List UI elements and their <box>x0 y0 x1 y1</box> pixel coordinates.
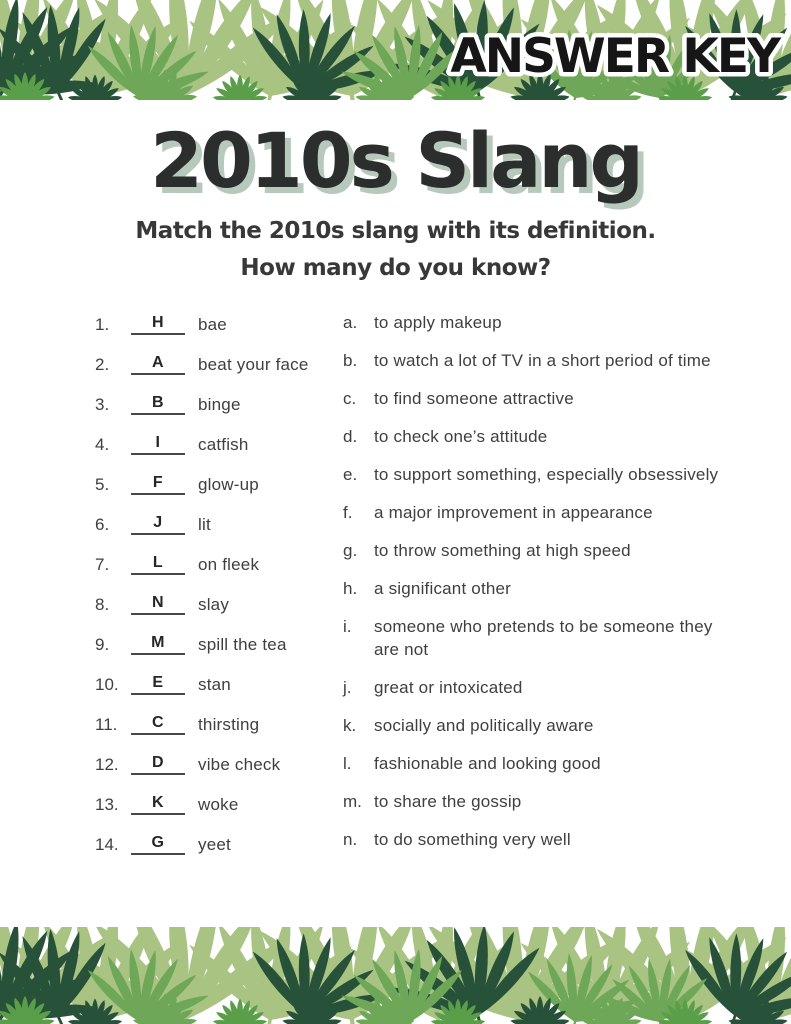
term-number: 9. <box>95 635 110 655</box>
answer-letter: B <box>151 394 165 412</box>
answer-blank <box>131 594 185 615</box>
term-label: beat your face <box>198 355 309 375</box>
term-number: 13. <box>95 795 119 815</box>
answer-blank <box>131 834 185 855</box>
answer-blank <box>131 674 185 695</box>
answer-letter: C <box>151 714 165 732</box>
term-row <box>95 431 335 455</box>
definition-text: a major improvement in appearance <box>374 503 653 523</box>
term-row <box>95 751 335 775</box>
definition-row <box>343 828 755 851</box>
term-number: 2. <box>95 355 110 375</box>
definition-text: to share the gossip <box>374 792 522 812</box>
term-label: thirsting <box>198 715 260 735</box>
term-number: 3. <box>95 395 110 415</box>
worksheet-body <box>0 118 791 871</box>
term-number: 14. <box>95 835 119 855</box>
terms-column <box>95 311 335 871</box>
tropical-leaves-art <box>0 927 791 1024</box>
instructions <box>0 213 791 287</box>
definition-text: a significant other <box>374 579 512 599</box>
definition-letter: d. <box>343 427 358 447</box>
definition-text: someone who pretends to be someone they are not <box>374 617 713 660</box>
answer-letter: A <box>151 354 165 372</box>
term-row <box>95 591 335 615</box>
term-label: spill the tea <box>198 635 287 655</box>
instructions-line-1: Match the 2010s slang with its definition. <box>135 218 656 245</box>
definition-text: fashionable and looking good <box>374 754 601 774</box>
answer-letter: G <box>151 834 165 852</box>
definition-letter: m. <box>343 792 362 812</box>
answer-blank <box>131 434 185 455</box>
term-number: 10. <box>95 675 119 695</box>
definition-letter: i. <box>343 617 352 637</box>
definitions-column <box>343 311 755 866</box>
answer-blank <box>131 634 185 655</box>
definition-row <box>343 501 755 524</box>
term-row <box>95 831 335 855</box>
answer-letter: D <box>151 754 165 772</box>
definition-text: socially and politically aware <box>374 716 594 736</box>
definition-row <box>343 387 755 410</box>
term-number: 4. <box>95 435 110 455</box>
definition-text: great or intoxicated <box>374 678 523 698</box>
definition-row <box>343 752 755 775</box>
answer-blank <box>131 514 185 535</box>
answer-letter: H <box>151 314 165 332</box>
term-label: yeet <box>198 835 231 855</box>
answer-blank <box>131 714 185 735</box>
definition-letter: l. <box>343 754 352 774</box>
answer-blank <box>131 354 185 375</box>
term-label: bae <box>198 315 227 335</box>
definition-letter: n. <box>343 830 358 850</box>
matching-exercise <box>95 311 791 871</box>
term-row <box>95 791 335 815</box>
answer-letter: L <box>152 554 164 572</box>
answer-blank <box>131 474 185 495</box>
definition-row <box>343 577 755 600</box>
answer-letter: F <box>152 474 164 492</box>
term-number: 5. <box>95 475 110 495</box>
definition-letter: b. <box>343 351 358 371</box>
term-number: 1. <box>95 315 110 335</box>
term-row <box>95 351 335 375</box>
top-leaf-banner <box>0 0 791 100</box>
bottom-leaf-banner <box>0 927 791 1024</box>
term-number: 11. <box>95 715 118 735</box>
answer-blank <box>131 754 185 775</box>
answer-key-banner <box>427 22 785 88</box>
definition-letter: j. <box>343 678 352 698</box>
definition-text: to throw something at high speed <box>374 541 631 561</box>
definition-row <box>343 425 755 448</box>
answer-letter: I <box>155 434 161 452</box>
term-label: slay <box>198 595 230 615</box>
answer-letter: N <box>151 594 165 612</box>
definition-row <box>343 676 755 699</box>
term-row <box>95 511 335 535</box>
term-row <box>95 671 335 695</box>
term-row <box>95 311 335 335</box>
answer-letter: K <box>151 794 165 812</box>
definition-text: to do something very well <box>374 830 571 850</box>
term-label: woke <box>198 795 239 815</box>
definition-letter: g. <box>343 541 358 561</box>
answer-blank <box>131 554 185 575</box>
term-number: 6. <box>95 515 110 535</box>
term-row <box>95 631 335 655</box>
answer-blank <box>131 314 185 335</box>
term-row <box>95 711 335 735</box>
definition-letter: e. <box>343 465 358 485</box>
definition-letter: h. <box>343 579 358 599</box>
page-title: 2010s Slang <box>150 116 641 205</box>
term-label: lit <box>198 515 211 535</box>
definition-row <box>343 539 755 562</box>
answer-key-label: ANSWER KEY <box>450 29 779 84</box>
definition-text: to watch a lot of TV in a short period of time <box>374 351 711 371</box>
definition-letter: a. <box>343 313 358 333</box>
instructions-line-2: How many do you know? <box>240 255 551 282</box>
term-number: 7. <box>95 555 110 575</box>
answer-blank <box>131 394 185 415</box>
definition-row <box>343 615 755 661</box>
term-number: 12. <box>95 755 119 775</box>
definition-text: to apply makeup <box>374 313 502 333</box>
term-label: on fleek <box>198 555 260 575</box>
definition-row <box>343 311 755 334</box>
answer-blank <box>131 794 185 815</box>
answer-letter: E <box>152 674 164 692</box>
definition-row <box>343 349 755 372</box>
definition-row <box>343 714 755 737</box>
definition-letter: k. <box>343 716 357 736</box>
definition-letter: c. <box>343 389 357 409</box>
definition-letter: f. <box>343 503 353 523</box>
definition-row <box>343 463 755 486</box>
definition-text: to find someone attractive <box>374 389 574 409</box>
term-label: binge <box>198 395 241 415</box>
answer-letter: J <box>153 514 163 532</box>
term-row <box>95 391 335 415</box>
term-label: vibe check <box>198 755 281 775</box>
answer-letter: M <box>151 634 165 652</box>
term-label: stan <box>198 675 231 695</box>
term-label: catfish <box>198 435 249 455</box>
definition-row <box>343 790 755 813</box>
term-label: glow-up <box>198 475 259 495</box>
term-row <box>95 551 335 575</box>
term-number: 8. <box>95 595 110 615</box>
term-row <box>95 471 335 495</box>
definition-text: to support something, especially obsessively <box>374 465 719 485</box>
definition-text: to check one’s attitude <box>374 427 548 447</box>
